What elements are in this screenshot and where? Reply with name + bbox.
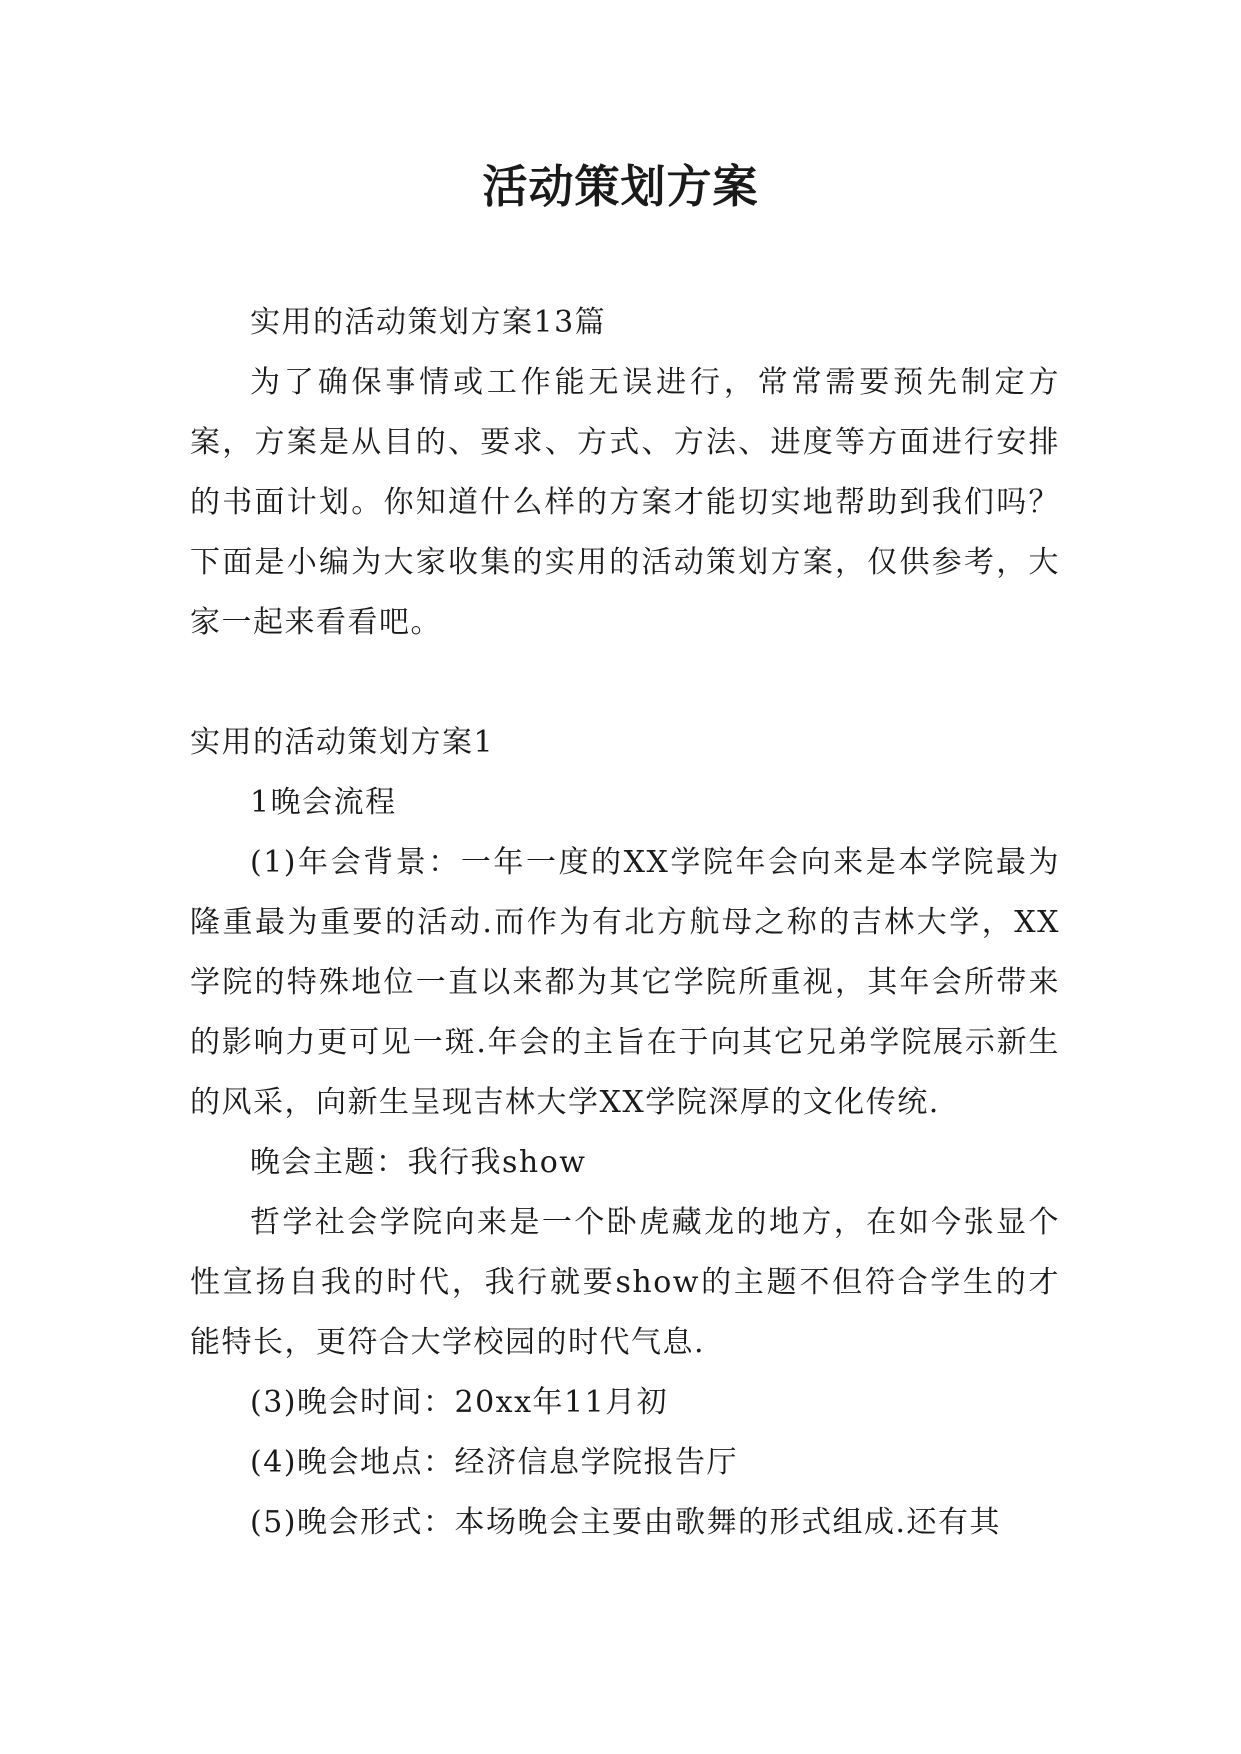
body-paragraph: 哲学社会学院向来是一个卧虎藏龙的地方，在如今张显个性宣扬自我的时代，我行就要show的主题不但符合学生的才能特长，更符合大学校园的时代气息. (190, 1205, 1060, 1360)
body-paragraph: (4)晚会地点：经济信息学院报告厅 (250, 1445, 738, 1480)
section-heading: 实用的活动策划方案1 (190, 725, 495, 760)
subtitle-line: 实用的活动策划方案13篇 (250, 305, 607, 340)
body-paragraph: (1)年会背景：一年一度的XX学院年会向来是本学院最为隆重最为重要的活动.而作为有北方航母之称的吉林大学，XX学院的特殊地位一直以来都为其它学院所重视，其年会所带来的影响力更可见一斑.年会的主旨在于向其它兄弟学院展示新生的风采，向新生呈现吉林大学XX学院深厚的文化传统. (190, 845, 1060, 1120)
body-paragraph: 1晚会流程 (250, 785, 397, 820)
document-body (190, 293, 1060, 1553)
paragraph-spacer (190, 653, 1060, 713)
body-paragraph: (3)晚会时间：20xx年11月初 (250, 1385, 669, 1420)
intro-paragraph: 为了确保事情或工作能无误进行，常常需要预先制定方案，方案是从目的、要求、方式、方法、进度等方面进行安排的书面计划。你知道什么样的方案才能切实地帮助到我们吗？下面是小编为大家收集的实用的活动策划方案，仅供参考，大家一起来看看吧。 (190, 365, 1060, 640)
body-paragraph: 晚会主题：我行我show (250, 1145, 587, 1180)
document-title: 活动策划方案 (482, 160, 759, 213)
body-paragraph: (5)晚会形式：本场晚会主要由歌舞的形式组成.还有其 (250, 1505, 1002, 1540)
